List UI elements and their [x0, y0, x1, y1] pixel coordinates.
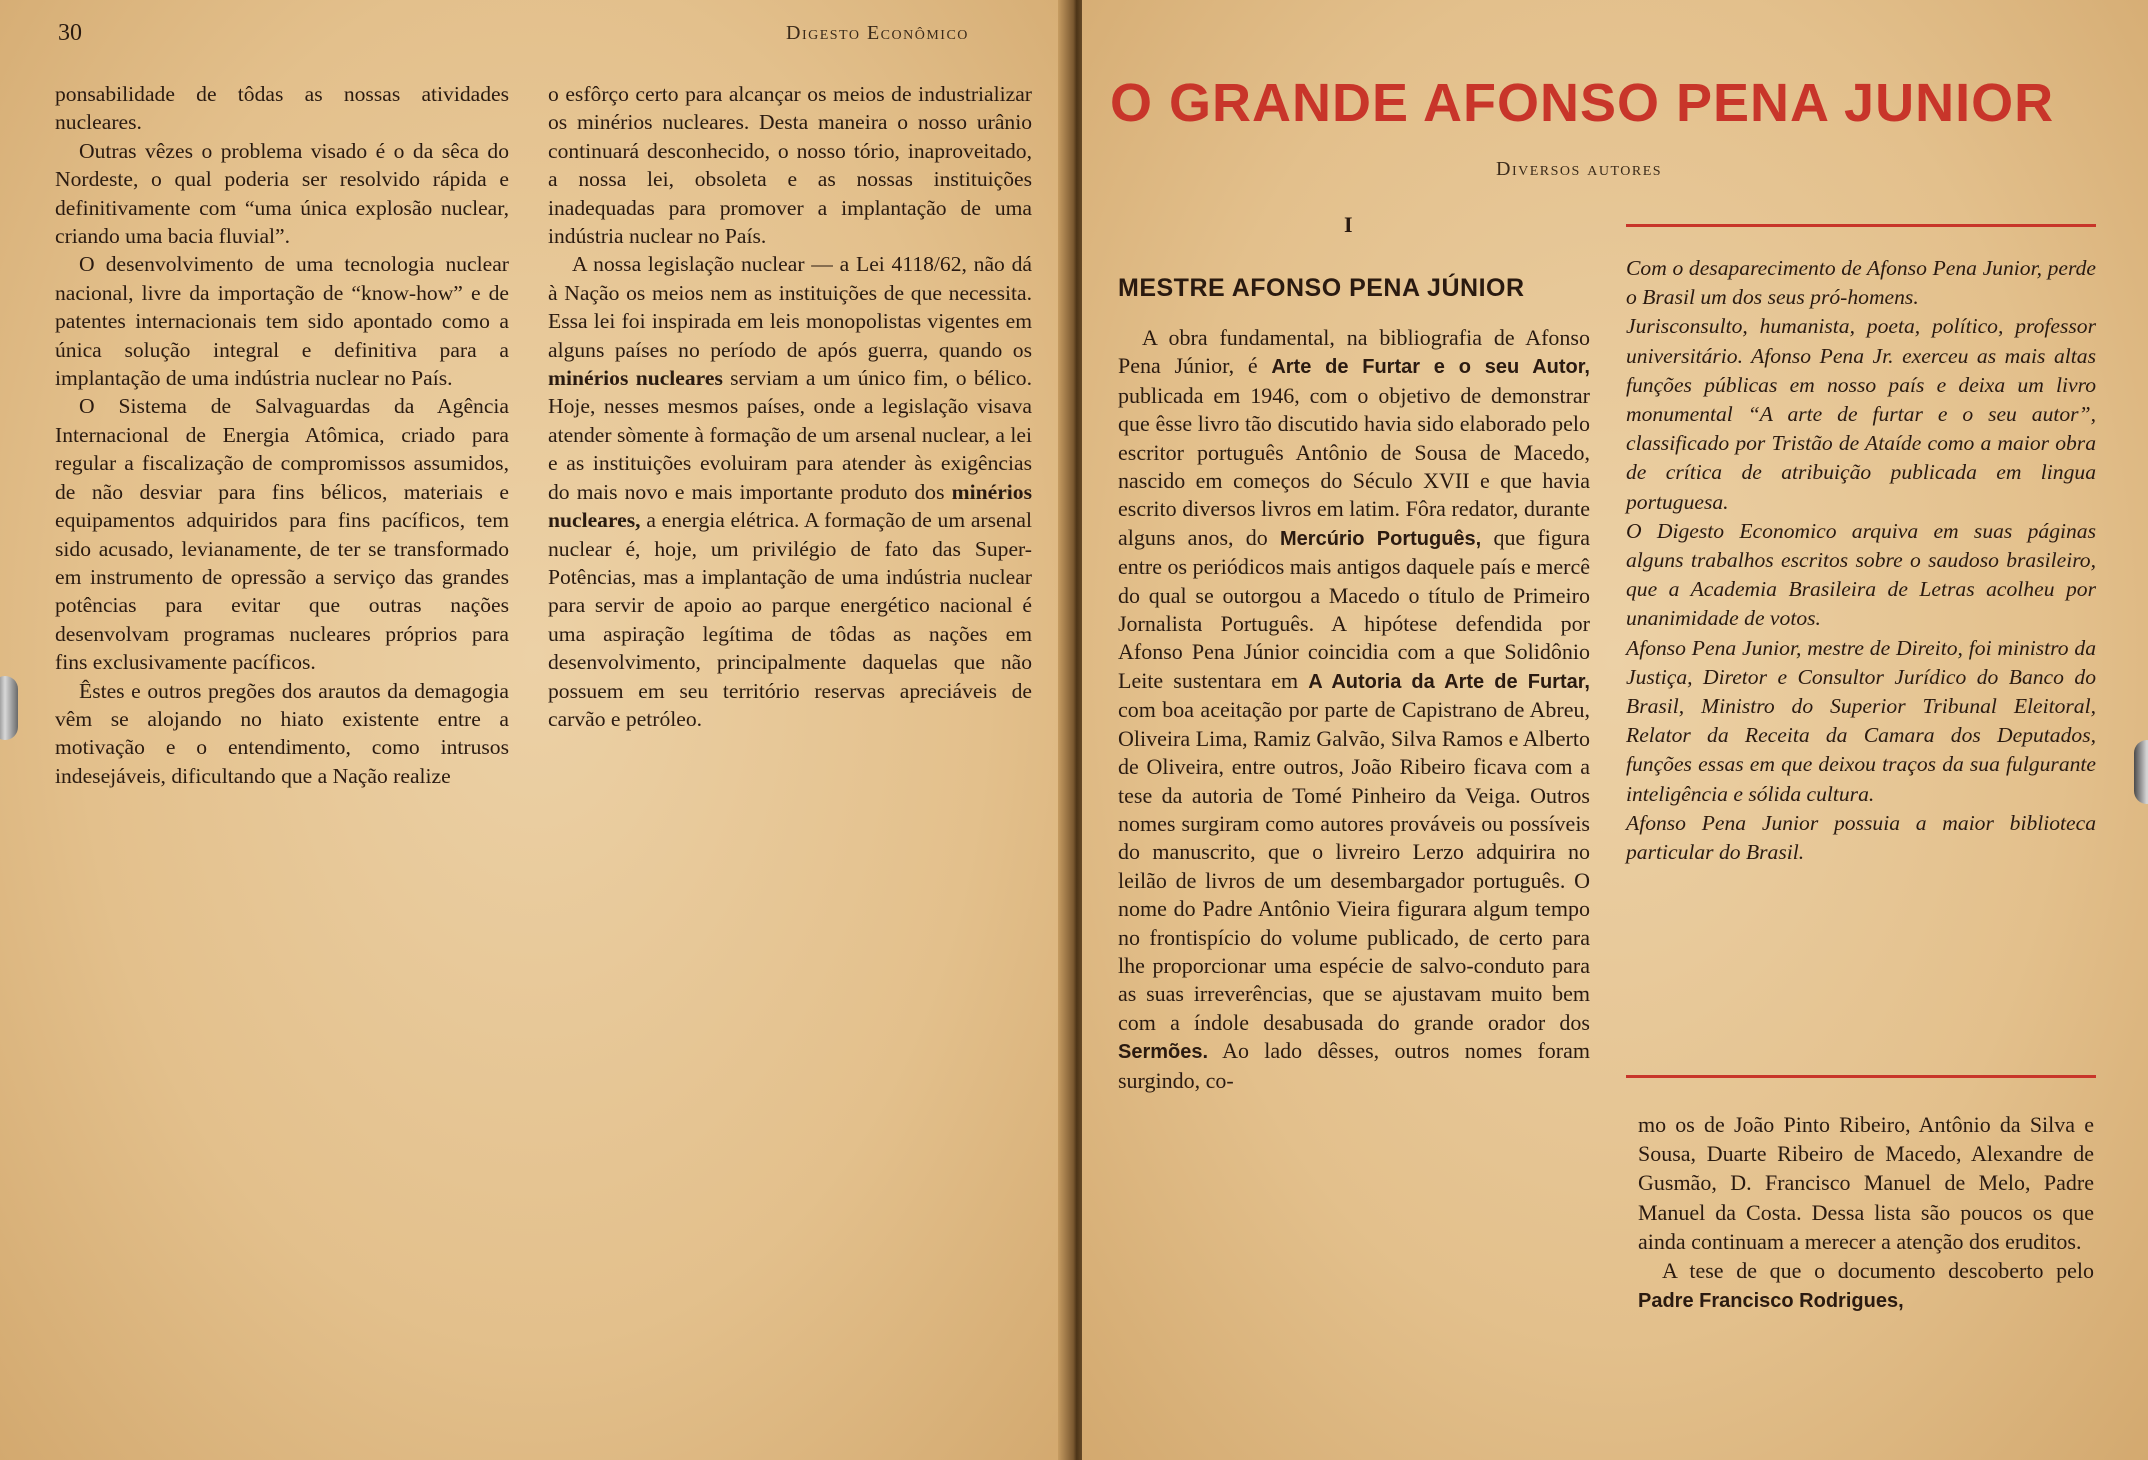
bold-term: minérios nucleares: [548, 366, 723, 391]
section-number: I: [1344, 212, 1353, 237]
sidebar-paragraph: Jurisconsulto, humanista, poeta, político, professor universitário. Afonso Pena Jr. exerceu as mais altas funções públicas em nosso país e deixa um livro monumental “A arte de furtar e o seu autor”, classificado por Tristão de Ataíde como a maior obra de crítica de atribuição publicada em lingua portuguesa.: [1626, 314, 2096, 514]
red-rule-top: [1626, 224, 2096, 227]
article-subtitle: Diversos autores: [1496, 158, 1663, 180]
left-page: [0, 0, 1068, 1460]
article-title: O GRANDE AFONSO PENA JUNIOR: [1110, 73, 2055, 133]
section-heading: MESTRE AFONSO PENA JÚNIOR: [1118, 274, 1525, 302]
sidebar-paragraph: Com o desaparecimento de Afonso Pena Junior, perde o Brasil um dos seus pró-homens.: [1626, 256, 2096, 310]
paragraph: O desenvolvimento de uma tecnologia nuclear nacional, livre da importação de “know-how” e de patentes internacionais tem sido apontado como a única solução integral e definitiva para a implantação de uma indústria nuclear no País.: [55, 252, 509, 391]
text-run: a energia elétrica. A formação de um arsenal nuclear é, hoje, um privilégio de fato das Super-Potências, mas a implantação de uma indústria nuclear para servir de apoio ao parque energético nacional é uma aspiração legítima de tôdas as nações em desenvolvimento, principalmente daquelas que não possuem em seu território reservas apreciáveis de carvão e petróleo.: [548, 508, 1032, 731]
text-run: A nossa legislação nuclear — a Lei 4118/62, não dá à Nação os meios nem as instituições de que necessita. Essa lei foi inspirada em leis monopolistas vigentes em alguns países no período de após guerra, quando os: [548, 252, 1032, 362]
binder-clip-right: [2134, 740, 2148, 804]
text-run: serviam a um único fim, o bélico. Hoje, nesses mesmos países, onde a legislação visava atender sòmente à formação de um arsenal nuclear, a lei e as instituições evoluiram para atender às exigências do mais novo e mais importante produto dos: [548, 366, 1032, 504]
sidebar-paragraph: Afonso Pena Junior, mestre de Direito, foi ministro da Justiça, Diretor e Consultor Jurídico do Banco do Brasil, Ministro do Superior Tribunal Eleitoral, Relator da Receita da Camara dos Deputados, funções essas em que deixou traços da sua fulgurante inteligência e sólida cultura.: [1626, 635, 2096, 806]
text-run: que figura entre os periódicos mais antigos daquele país e mercê do qual se outorgou a Macedo o título de Primeiro Jornalista Português. A hipótese defendida por Afonso Pena Júnior coincidia com a que Solidônio Leite sustentara em: [1118, 524, 1590, 693]
italic-sidebar-box: [1626, 254, 2096, 867]
paragraph: [1638, 1256, 2094, 1316]
text-run: Ao lado dêsses, outros nomes foram surgindo, co-: [1118, 1038, 1590, 1093]
bold-term: A Autoria da Arte de Furtar,: [1308, 670, 1590, 693]
running-head: Digesto Econômico: [786, 22, 969, 44]
text-run: A obra fundamental, na bibliografia de Afonso Pena Júnior, é: [1118, 325, 1590, 379]
left-column-2: [548, 80, 1032, 733]
sidebar-paragraph: Afonso Pena Junior possuia a maior biblioteca particular do Brasil.: [1626, 810, 2096, 865]
red-rule-bottom: [1626, 1075, 2096, 1078]
text-run: A tese de que o documento descoberto pelo: [1662, 1258, 2094, 1284]
right-column-2: [1638, 1110, 2094, 1316]
paragraph: o esfôrço certo para alcançar os meios de industrializar os minérios nucleares. Desta maneira o nosso urânio continuará desconhecido, o nosso tório, inaproveitado, a nossa lei, obsoleta e as nossas instituições inadequadas para promover a implantação de uma indústria nuclear no País.: [548, 82, 1032, 249]
paragraph: Outras vêzes o problema visado é o da sêca do Nordeste, o qual poderia ser resolvido rápida e definitivamente com “uma única explosão nuclear, criando uma bacia fluvial”.: [55, 138, 509, 249]
binder-clip-left: [0, 676, 18, 740]
left-column-1: [55, 80, 509, 790]
paragraph: [1118, 324, 1590, 1095]
text-run: publicada em 1946, com o objetivo de demonstrar que êsse livro tão discutido havia sido elaborado pelo escritor português Antônio de Sousa de Macedo, nascido em começos do Século XVII e que havia escrito diversos livros em latim. Fôra redator, durante alguns anos, do: [1118, 382, 1590, 550]
right-page: [1082, 0, 2148, 1460]
paragraph: ponsabilidade de tôdas as nossas atividades nucleares.: [55, 82, 509, 135]
paragraph: Êstes e outros pregões dos arautos da demagogia vêm se alojando no hiato existente entre a motivação e o entendimento, como intrusos indesejáveis, dificultando que a Nação realize: [55, 678, 509, 788]
bold-term: Sermões.: [1118, 1041, 1209, 1064]
page-number: 30: [58, 20, 82, 46]
bold-term: Padre Francisco Rodrigues,: [1638, 1290, 1904, 1313]
bold-term: Arte de Furtar e o seu Autor,: [1271, 356, 1590, 379]
bold-term: Mercúrio Português,: [1280, 527, 1482, 550]
paragraph: mo os de João Pinto Ribeiro, Antônio da Silva e Sousa, Duarte Ribeiro de Macedo, Alexandre de Gusmão, D. Francisco Manuel de Melo, Padre Manuel da Costa. Dessa lista são poucos os que ainda continuam a merecer a atenção dos eruditos.: [1638, 1112, 2094, 1254]
right-column-1: [1118, 324, 1590, 1095]
sidebar-paragraph: O Digesto Economico arquiva em suas páginas alguns trabalhos escritos sobre o saudoso brasileiro, que a Academia Brasileira de Letras acolheu por unanimidade de votos.: [1626, 518, 2096, 631]
bold-term: minérios nucleares,: [548, 479, 1032, 533]
paragraph: O Sistema de Salvaguardas da Agência Internacional de Energia Atômica, criado para regular a fiscalização de compromissos assumidos, de não desviar para fins bélicos, materiais e equipamentos adquiridos para fins pacíficos, tem sido acusado, levianamente, de ter se transformado em instrumento de opressão a serviço das grandes potências para evitar que outras nações desenvolvam programas nucleares próprios para fins exclusivamente pacíficos.: [55, 394, 509, 675]
text-run: com boa aceitação por parte de Capistrano de Abreu, Oliveira Lima, Ramiz Galvão, Silva Ramos e Alberto de Oliveira, entre outros, João Ribeiro ficava com a tese da autoria de Tomé Pinheiro da Veiga. Outros nomes surgiram como autores prováveis ou possíveis do manuscrito, que o livreiro Lerzo adquirira no leilão de livros de um desembargador português. O nome do Padre Antônio Vieira figurara algum tempo no frontispício do volume publicado, de certo para lhe proporcionar uma espécie de salvo-conduto para as suas irreverências, que se ajustavam muito bem com a índole desabusada do grande orador dos: [1118, 697, 1590, 1035]
paragraph: [548, 250, 1032, 733]
